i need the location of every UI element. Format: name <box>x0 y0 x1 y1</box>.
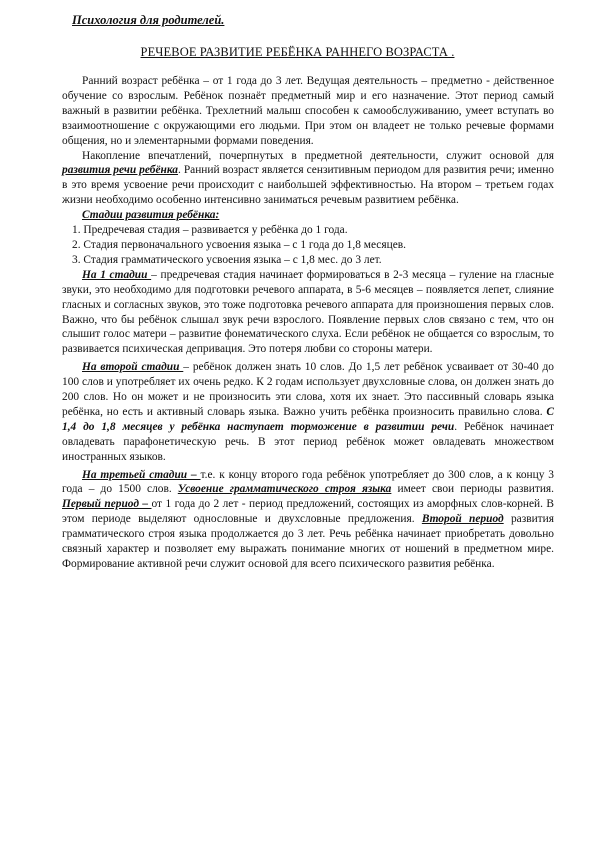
stage-three-lead: На третьей стадии – <box>82 468 201 481</box>
paragraph-text: имеет свои периоды развития. <box>391 483 554 496</box>
paragraph-text: т.е. к концу второго года ребёнок употребляет до 300 слов, а к концу 3 года – до 1500 слов. <box>62 468 554 496</box>
paragraph-text: – предречевая стадия начинает формироваться в 2-3 месяца – гуление на гласные звуки, это необходимо для подготовки речевого аппарата, в 5-6 месяцев – появляется лепет, слияние гласных и согласных звуков, это тоже подготовка речевого аппарата для произношения первых слов. Важно, что бы ребёнок слышал звук речи взрослого. Появление первых слов связано с тем, что он слышит голос матери – развитие фонематического слуха. Если ребёнок не общается со взрослым, то развивается психическая депривация. Это потеря любви со стороны матери. <box>62 268 554 356</box>
emphasis-first-period: Первый период – <box>62 498 152 511</box>
paragraph-text: от 1 года до 2 лет - период предложений, состоящих из аморфных слов-корней. В этом периоде выделяют однословные и двухсловные предложения. <box>62 498 555 526</box>
document-body <box>62 74 554 572</box>
paragraph-text: – ребёнок должен знать 10 слов. До 1,5 лет ребёнок усваивает от 30-40 до 100 слов и употребляет их очень редко. К 2 годам использует двухсловные слова, он должен знать до 200 слов. Но он может и не произносить эти слова, хотя их знает. Это пассивный словарь языка ребёнка, но есть и активный словарь языка. Важно учить ребёнка произносить правильно слова. <box>62 361 554 418</box>
document-title: РЕЧЕВОЕ РАЗВИТИЕ РЕБЁНКА РАННЕГО ВОЗРАСТА . <box>140 45 455 59</box>
stage-one-lead: На 1 стадии <box>82 268 152 281</box>
stage-two-lead: На второй стадии <box>82 361 184 374</box>
emphasis-second-period: Второй период <box>421 513 504 526</box>
paragraph-impressions <box>62 149 554 209</box>
stage-list-item: 2. Стадия первоначального усвоения языка – с 1 года до 1,8 месяцев. <box>72 238 406 251</box>
paragraph-text: Накопление впечатлений, почерпнутых в предметной деятельности, служит основой для <box>82 149 554 162</box>
paragraph-stage-two <box>62 360 554 464</box>
stage-list-item: 3. Стадия грамматического усвоения языка – с 1,8 мес. до 3 лет. <box>72 253 382 266</box>
paragraph-text: . Ребёнок начинает овладевать парафонетическую речь. В этот период ребёнок может овладевать множеством иностранных языков. <box>62 420 554 463</box>
emphasis-speech-inhibition: С 1,4 до 1,8 месяцев у ребёнка наступает торможение в развитии речи <box>62 405 554 433</box>
paragraph-intro: Ранний возраст ребёнка – от 1 года до 3 лет. Ведущая деятельность – предметно - действенное обучение со взрослым. Ребёнок познаёт предметный мир и его назначение. Этот период самый важный в развитии ребёнка. Трехлетний малыш способен к самообслуживанию, умеет вступать во взаимоотношение с окружающими его людьми. При этом он владеет не только речевые формами общения, но и элементарными формами поведения. <box>62 75 554 147</box>
emphasis-grammar: Усвоение грамматического строя языка <box>177 483 392 496</box>
paragraph-stage-three <box>62 468 554 572</box>
paragraph-text: развития грамматического строя языка продолжается до 3 лет. Речь ребёнка начинает приобретать довольно связный характер и позволяет ему выражать понимание многих от ношений в предметном мире. Формирование активной речи служит основой для всего психического развития ребёнка. <box>62 513 554 570</box>
paragraph-text: . Ранний возраст является сензитивным периодом для развития речи; именно в это время усвоение речи происходит с наибольшей эффективностью. На втором – третьем годах жизни необходимо особенно интенсивно заниматься речевым развитием ребёнка. <box>62 164 555 207</box>
stage-list-item: 1. Предречевая стадия – развивается у ребёнка до 1 года. <box>72 224 348 237</box>
document-header: Психология для родителей. <box>72 13 225 27</box>
paragraph-stage-one <box>62 268 554 357</box>
stages-heading: Стадии развития ребёнка: <box>82 209 220 222</box>
emphasis-speech-development: развития речи ребёнка <box>62 164 179 177</box>
